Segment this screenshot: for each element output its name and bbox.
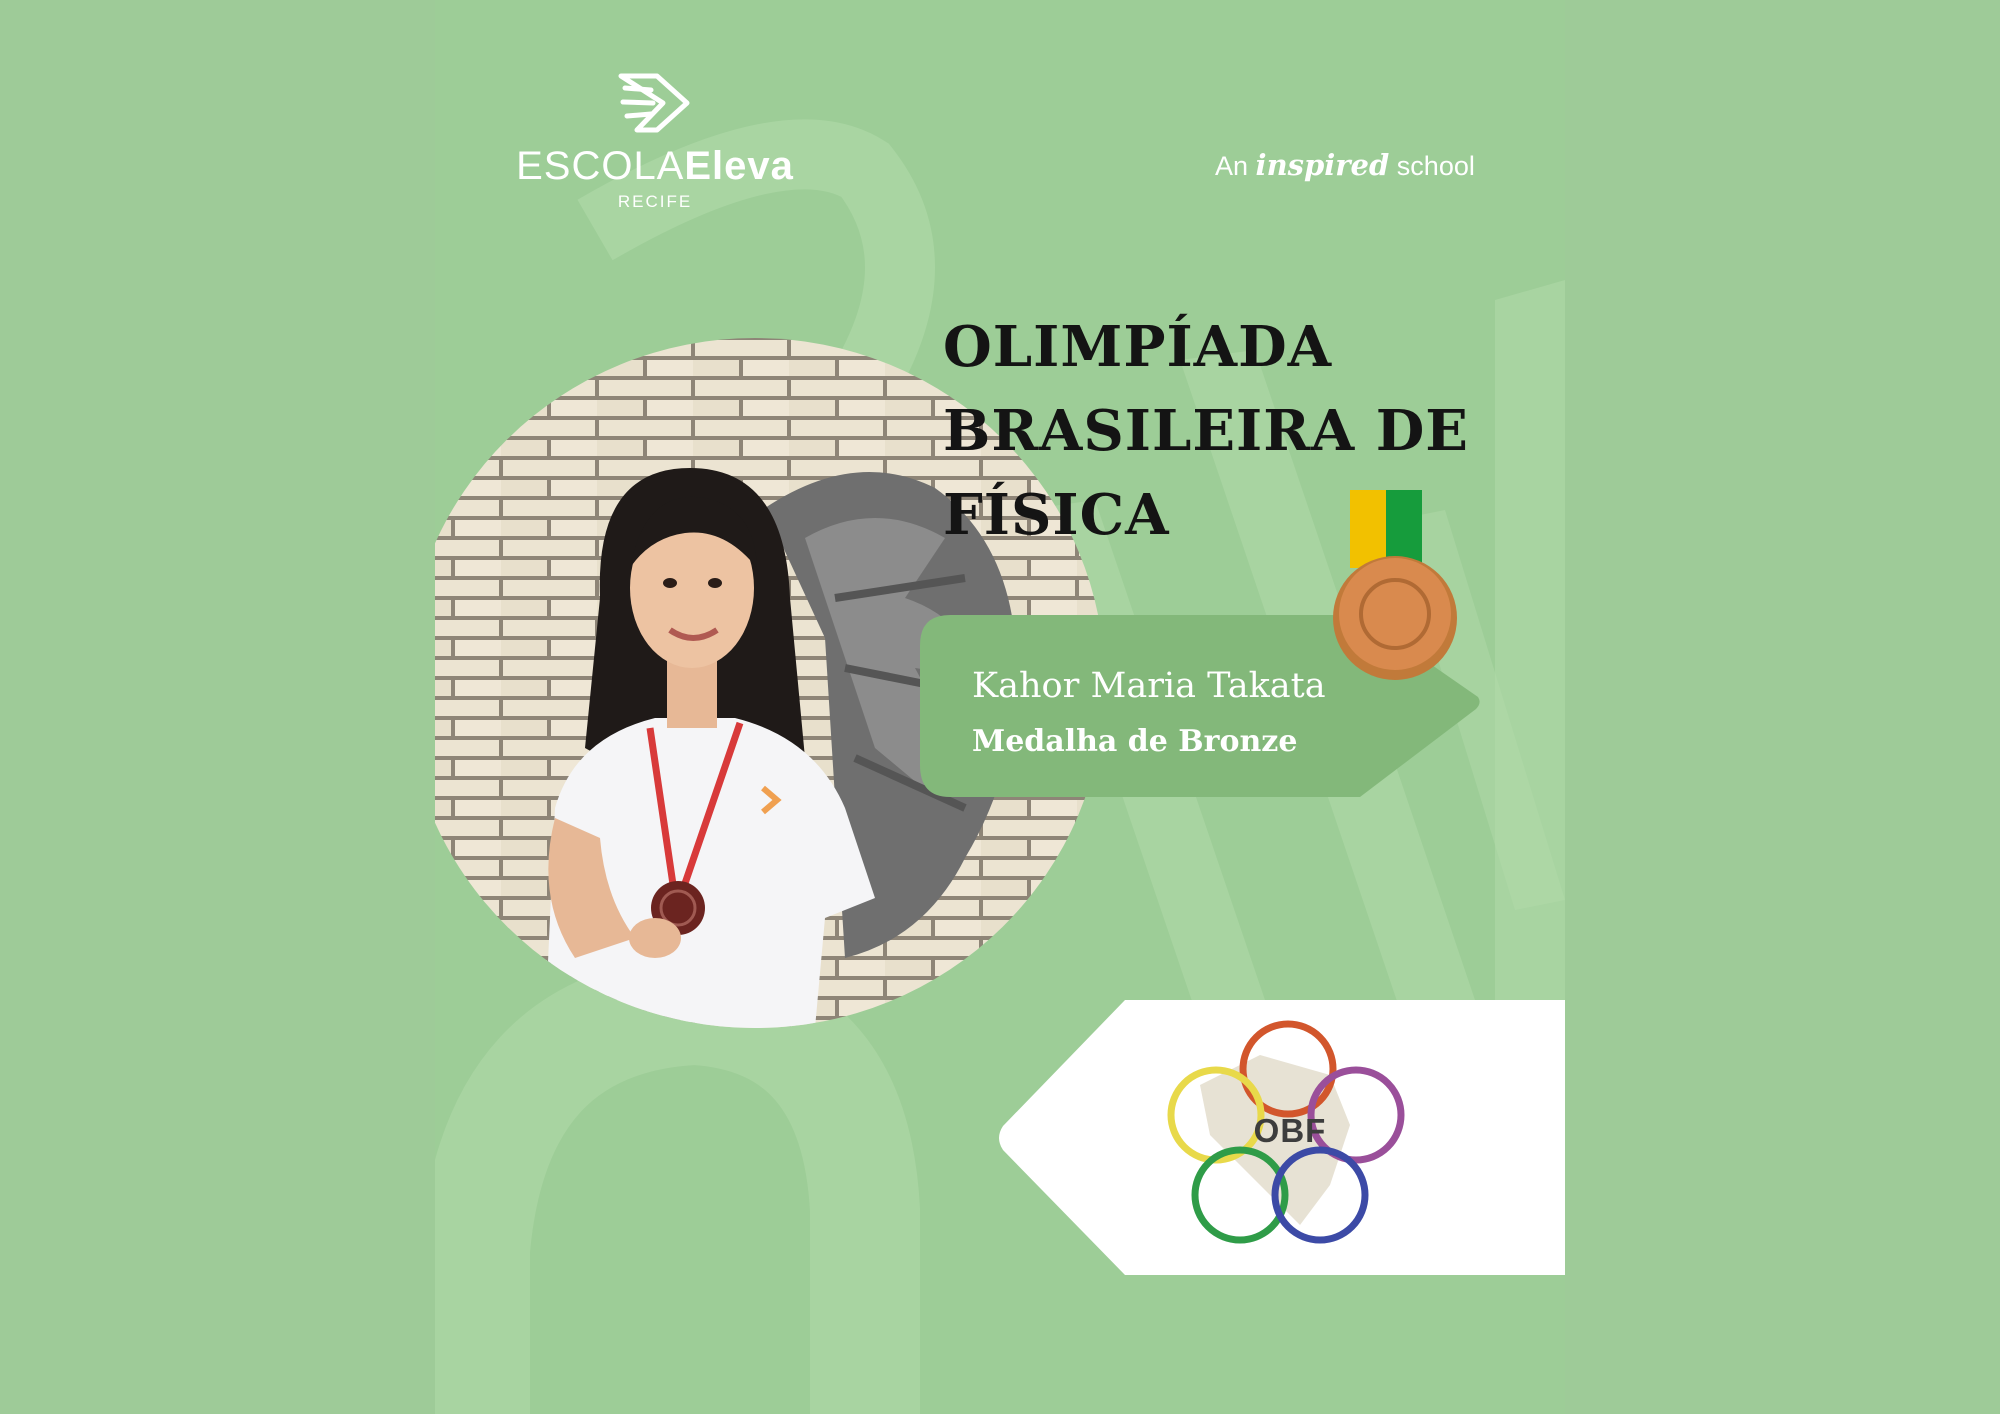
poster — [435, 0, 1565, 1414]
bronze-medal-icon — [1325, 490, 1465, 680]
student-info — [972, 660, 1326, 768]
school-name-part2: Eleva — [684, 144, 794, 188]
obf-label: OBF — [1253, 1112, 1327, 1149]
award-label: Medalha de Bronze — [972, 724, 1298, 759]
tagline-after: school — [1396, 151, 1475, 181]
school-logo — [510, 70, 800, 212]
tagline-before: An — [1215, 151, 1249, 181]
event-title-line1: OLIMPÍADA — [943, 314, 1333, 380]
event-title-line3: FÍSICA — [943, 482, 1170, 548]
tagline-brand: inspired — [1255, 148, 1390, 182]
school-name — [510, 142, 800, 190]
eleva-arrow-icon — [617, 70, 693, 136]
student-name: Kahor Maria Takata — [972, 666, 1326, 706]
school-name-part1: ESCOLA — [516, 144, 685, 188]
tagline — [1215, 148, 1515, 182]
event-title-line2: BRASILEIRA DE — [943, 398, 1469, 464]
school-city: RECIFE — [617, 192, 693, 211]
